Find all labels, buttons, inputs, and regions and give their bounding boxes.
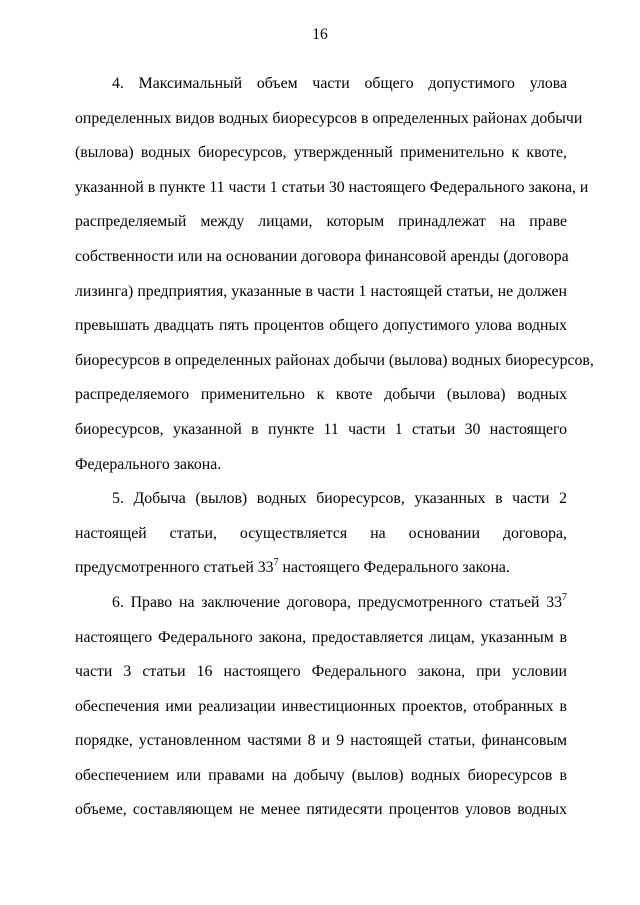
line-text: объеме, составляющем не менее пятидесяти процентов уловов водных	[75, 801, 567, 819]
line-text: биоресурсов, указанной в пункте 11 части 1 статьи 30 настоящего	[75, 420, 567, 438]
text-line	[75, 448, 567, 483]
text-line	[75, 551, 567, 586]
line-text: распределяемого применительно к квоте добычи (вылова) водных	[75, 386, 567, 404]
text-line	[75, 240, 567, 275]
text-line	[75, 793, 567, 828]
text-line	[75, 621, 567, 656]
text-line	[75, 275, 567, 310]
line-text: лизинга) предприятия, указанные в части 1 настоящей статьи, не должен	[75, 282, 567, 300]
text-line	[75, 171, 589, 206]
line-text: превышать двадцать пять процентов общего допустимого улова водных	[75, 317, 567, 335]
line-text: распределяемый между лицами, которым принадлежат на праве	[75, 213, 567, 231]
line-text: Федерального закона.	[75, 455, 222, 473]
text-line	[75, 136, 567, 171]
line-text: 4. Максимальный объем части общего допустимого улова	[112, 75, 567, 92]
line-text: 6. Право на заключение договора, предусмотренного статьей 33	[112, 593, 562, 611]
text-line	[75, 655, 567, 690]
line-text: собственности или на основании договора финансовой аренды (договора	[75, 247, 569, 265]
text-line	[75, 413, 567, 448]
line-text: обеспечением или правами на добычу (вылов) водных биоресурсов в	[75, 766, 567, 784]
superscript: 7	[273, 557, 279, 569]
paragraph-4	[75, 67, 594, 482]
superscript: 7	[562, 591, 567, 603]
line-text: (вылова) водных биоресурсов, утвержденный применительно к квоте,	[75, 144, 567, 162]
line-text: определенных видов водных биоресурсов в определенных районах добычи	[75, 109, 583, 127]
line-text: части 3 статьи 16 настоящего Федерального закона, при условии	[75, 663, 567, 681]
text-line	[75, 586, 567, 621]
text-line	[75, 205, 567, 240]
text-line	[75, 102, 583, 137]
line-text: порядке, установленном частями 8 и 9 настоящей статьи, финансовым	[75, 732, 567, 750]
text-line	[75, 517, 567, 552]
line-text: обеспечения ими реализации инвестиционных проектов, отобранных в	[75, 697, 567, 715]
line-text: 5. Добыча (вылов) водных биоресурсов, указанных в части 2	[112, 490, 567, 508]
line-text: указанной в пункте 11 части 1 статьи 30 настоящего Федерального закона, и	[75, 178, 589, 196]
document-body	[75, 67, 594, 828]
line-text: биоресурсов в определенных районах добычи (вылова) водных биоресурсов,	[75, 351, 594, 369]
text-line	[75, 482, 567, 517]
text-line	[75, 690, 567, 725]
page-number: 16	[312, 26, 328, 43]
text-line	[75, 309, 567, 344]
line-text: настоящей статьи, осуществляется на основании договора,	[75, 524, 567, 542]
text-line	[75, 759, 567, 794]
paragraph-5	[75, 482, 567, 586]
line-text: предусмотренного статьей 33	[75, 559, 274, 577]
paragraph-6	[75, 586, 567, 828]
text-line	[75, 378, 567, 413]
text-line	[75, 344, 594, 379]
line-text: настоящего Федерального закона, предоставляется лицам, указанным в	[75, 628, 567, 646]
line-text-after: настоящего Федерального закона.	[278, 559, 510, 577]
text-line	[75, 724, 567, 759]
text-line	[75, 67, 567, 102]
